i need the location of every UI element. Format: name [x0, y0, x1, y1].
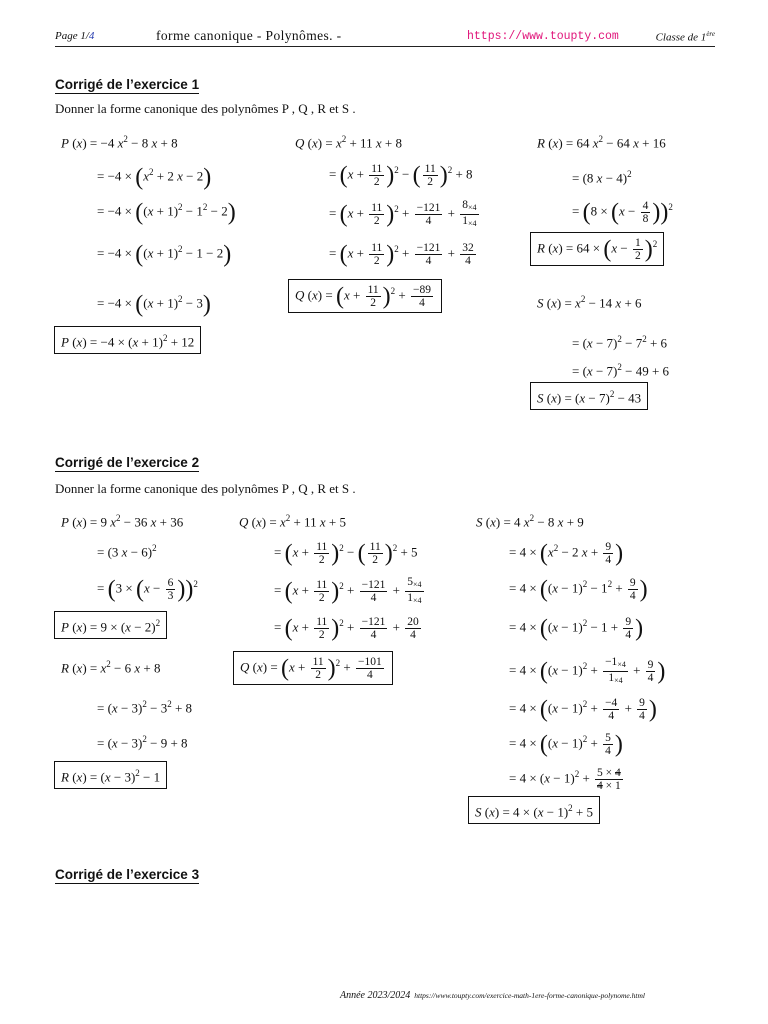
ex2-r-line-3: = $(x - 3)^2 - 9 + 8$ [97, 734, 188, 751]
ex1-r-line-2: = (8 x − 4)$^2$ [572, 169, 632, 186]
footer-url-link[interactable]: https://www.toupty.com/exercice-math-1ere-forme-canonique-polynome.html [414, 991, 645, 1000]
footer-year: Année 2023/2024 [340, 990, 411, 1001]
ex1-s-line-1: S $(x) = x^2 - 14$ x + 6 [537, 294, 642, 311]
ex2-q-line-1: Q $(x) = x^2 + 11$ x + 5 [239, 513, 346, 530]
exercise-2-title: Corrigé de l’exercice 2 [55, 455, 200, 470]
ex1-s-line-2: = $(x - 7)^2 - 7^2 + 6$ [572, 334, 668, 351]
ex1-q-line-3: = (x + $\frac{11}{2}$ )$^2$ + $\frac{-121}{4}$ + $\frac{8_{\times 4}}{1_{\times 4}}$ [329, 199, 477, 228]
ex2-q-line-3: = (x + $\frac{11}{2}$ )$^2$ + $\frac{-121}{4}$ + $\frac{5_{\times 4}}{1_{\times 4}}$ [274, 576, 422, 605]
ex2-s-line-4: = $4 \times ((x - 1)^2 - 1$ + $\frac{9}{4}$ ) [509, 615, 644, 642]
header-url-link[interactable]: https://www.toupty.com [467, 30, 619, 43]
exercise-1-title: Corrigé de l’exercice 1 [55, 77, 200, 92]
ex1-s-result-box: S $(x) = (x - 7)^2 - 43$ [530, 382, 648, 410]
ex1-r-line-1: R (x) = 64 $x^2 - 64$ x + 16 [537, 134, 666, 151]
ex1-q-line-4: = (x + $\frac{11}{2}$ )$^2$ + $\frac{-121}{4}$ + $\frac{32}{4}$ [329, 241, 474, 268]
ex1-q-line-1: Q $(x) = x^2 + 11$ x + 8 [295, 134, 402, 151]
ex2-q-result-box: Q (x) = (x + $\frac{11}{2}$ )$^2$ + $\frac{-101}{4}$ [233, 651, 393, 685]
ex2-q-line-2: = (x + $\frac{11}{2}$ )$^2$ − ( $\frac{11}{2}$ )$^2$ + 5 [274, 540, 418, 567]
page-header [55, 29, 715, 45]
ex2-p-result-box: P $(x) = 9 \times (x - 2)^2$ [54, 611, 167, 639]
exercise-3-title: Corrigé de l’exercice 3 [55, 867, 200, 882]
ex1-p-line-1: P (x) = −4 $x^2 - 8$ x + 8 [61, 134, 178, 151]
ex2-s-line-2: = $4 \times (x^2 - 2$ x + $\frac{9}{4}$ ) [509, 540, 624, 567]
ex2-p-line-2: = (3 x − 6)$^2$ [97, 543, 157, 560]
exercise-2-intro: Donner la forme canonique des polynômes P , Q , R et S . [55, 481, 356, 496]
ex2-p-line-1: P (x) = 9 $x^2 - 36$ x + 36 [61, 513, 184, 530]
ex2-q-line-4: = (x + $\frac{11}{2}$ )$^2$ + $\frac{-121}{4}$ + $\frac{20}{4}$ [274, 615, 419, 642]
ex2-s-line-3: = $4 \times ((x - 1)^2 - 1^2$ + $\frac{9}{4}$ ) [509, 576, 648, 603]
ex2-p-line-3: = (3 × (x − $\frac{6}{3}$ ))$^2$ [97, 576, 198, 603]
exercise-1-intro: Donner la forme canonique des polynômes P , Q , R et S . [55, 101, 356, 116]
ex1-q-result-box: Q (x) = (x + $\frac{11}{2}$ )$^2$ + $\frac{-89}{4}$ [288, 279, 442, 313]
ex1-r-line-3: = (8 × (x − $\frac{4}{8}$ ))$^2$ [572, 199, 673, 226]
ex1-p-line-5: = $-4 \times ((x + 1)^2 - 3)$ [97, 291, 211, 318]
ex1-p-result-box: P $(x) = -4 \times (x + 1)^2 + 12$ [54, 326, 201, 354]
ex2-s-line-6: = $4 \times ((x - 1)^2$ + $\frac{-4}{4}$ + $\frac{9}{4}$ ) [509, 696, 657, 723]
ex1-r-result-box: R (x) = 64 × (x − $\frac{1}{2}$ )$^2$ [530, 232, 664, 266]
ex1-p-line-4: = $-4 \times ((x + 1)^2 - 1 - 2)$ [97, 241, 232, 268]
ex1-s-line-3: = $(x - 7)^2 - 49 + 6$ [572, 362, 670, 379]
ex2-r-result-box: R $(x) = (x - 3)^2 - 1$ [54, 761, 167, 789]
class-label: Classe de 1ère [655, 30, 715, 44]
ex2-s-result-box: S $(x) = 4 \times (x - 1)^2 + 5$ [468, 796, 600, 824]
ex1-q-line-2: = (x + $\frac{11}{2}$ )$^2$ − ( $\frac{11}{2}$ )$^2$ + 8 [329, 162, 473, 189]
page-number: Page 1/4 [55, 30, 95, 42]
header-title: forme canonique - Polynômes. - [156, 28, 342, 43]
ex2-s-line-8: = $4 \times (x - 1)^2$ + $\frac{5 \times 4}{4 \times 1}$ [509, 766, 621, 792]
ex2-s-line-5: = $4 \times ((x - 1)^2$ + $\frac{-1_{\times 4}}{1_{\times 4}}$ + $\frac{9}{4}$ ) [509, 656, 666, 685]
ex1-p-line-2: = $-4 \times (x^2 + 2$ x − 2) [97, 164, 212, 191]
ex2-s-line-7: = $4 \times ((x - 1)^2$ + $\frac{5}{4}$ ) [509, 731, 623, 758]
ex1-p-line-3: = $-4 \times ((x + 1)^2 - 1^2 - 2)$ [97, 199, 236, 226]
page-total-link[interactable]: 4 [88, 30, 95, 42]
page-footer [340, 990, 645, 1001]
header-rule [55, 46, 715, 47]
ex2-s-line-1: S (x) = 4 $x^2 - 8$ x + 9 [476, 513, 584, 530]
ex2-r-line-2: = $(x - 3)^2 - 3^2 + 8$ [97, 699, 193, 716]
ex2-r-line-1: R $(x) = x^2 - 6$ x + 8 [61, 659, 161, 676]
